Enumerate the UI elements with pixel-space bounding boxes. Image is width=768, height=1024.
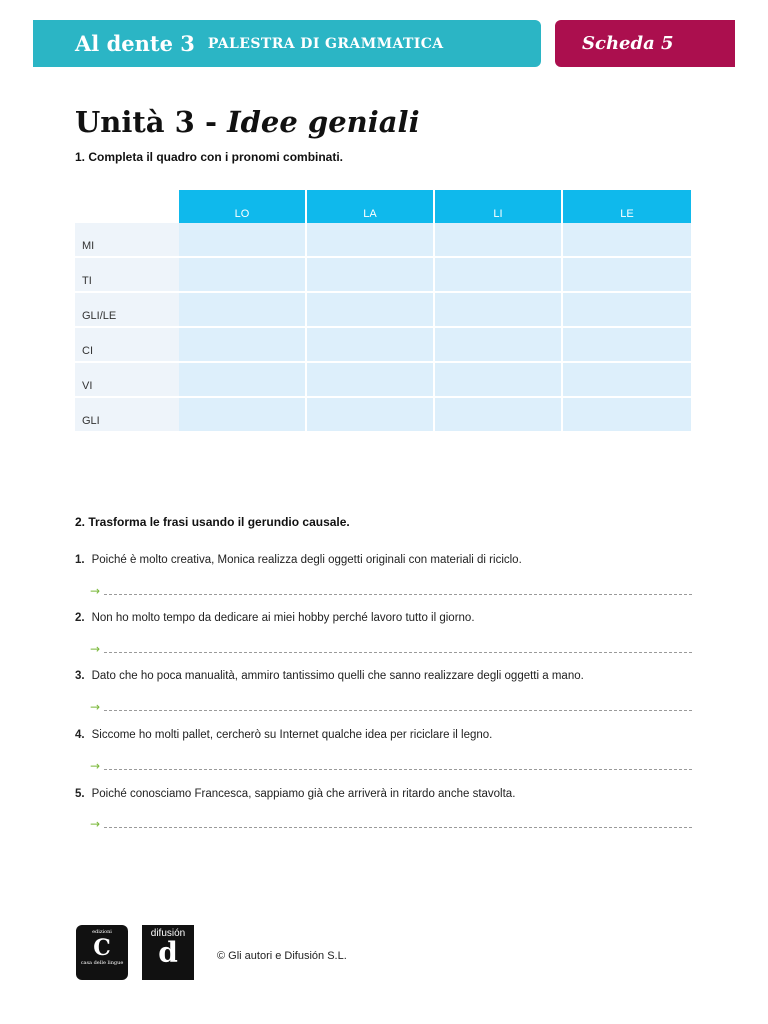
table-row bbox=[75, 223, 691, 258]
dotted-rule bbox=[104, 827, 692, 828]
answer-cell[interactable] bbox=[179, 223, 307, 258]
arrow-right-icon: → bbox=[90, 700, 101, 714]
table-row bbox=[75, 328, 691, 363]
answer-cell[interactable] bbox=[435, 363, 563, 398]
answer-cell[interactable] bbox=[307, 258, 435, 293]
page-title-plain: Unità 3 - bbox=[75, 105, 228, 139]
copyright-text: © Gli autori e Difusión S.L. bbox=[217, 950, 347, 962]
answer-cell[interactable] bbox=[179, 293, 307, 328]
pronoun-table bbox=[75, 190, 691, 433]
header-bar bbox=[33, 20, 541, 67]
answer-line[interactable] bbox=[90, 642, 692, 654]
item-text: Poiché è molto creativa, Monica realizza degli oggetti originali con materiali di riciclo. bbox=[91, 554, 522, 566]
answer-cell[interactable] bbox=[307, 363, 435, 398]
dotted-rule bbox=[104, 594, 692, 595]
answer-cell[interactable] bbox=[179, 328, 307, 363]
exercise-item bbox=[75, 729, 492, 741]
answer-cell[interactable] bbox=[307, 223, 435, 258]
column-header: LI bbox=[435, 190, 563, 223]
column-header: LE bbox=[563, 190, 691, 223]
arrow-right-icon: → bbox=[90, 759, 101, 773]
casa-delle-lingue-logo bbox=[76, 925, 128, 980]
table-row bbox=[75, 258, 691, 293]
row-label: GLI bbox=[75, 398, 179, 433]
answer-cell[interactable] bbox=[563, 328, 691, 363]
answer-line[interactable] bbox=[90, 759, 692, 771]
logo-casa-bottom: casa delle lingue bbox=[80, 960, 124, 966]
item-number: 3. bbox=[75, 670, 85, 682]
answer-cell[interactable] bbox=[307, 293, 435, 328]
logo-difusion-letter: d bbox=[158, 936, 178, 969]
brand-title: Al dente 3 bbox=[75, 31, 195, 56]
table-row bbox=[75, 293, 691, 328]
logo-difusion-word: difusión bbox=[150, 928, 186, 939]
logo-casa-top: edizioni bbox=[92, 929, 112, 935]
difusion-logo bbox=[142, 925, 194, 980]
answer-line[interactable] bbox=[90, 700, 692, 712]
arrow-right-icon: → bbox=[90, 584, 101, 598]
scheda-tab bbox=[555, 20, 735, 67]
answer-cell[interactable] bbox=[435, 223, 563, 258]
column-header: LO bbox=[179, 190, 307, 223]
scheda-label: Scheda 5 bbox=[582, 33, 674, 54]
answer-cell[interactable] bbox=[563, 258, 691, 293]
answer-cell[interactable] bbox=[563, 293, 691, 328]
answer-cell[interactable] bbox=[435, 258, 563, 293]
section-title: PALESTRA DI GRAMMATICA bbox=[207, 35, 444, 52]
arrow-right-icon: → bbox=[90, 817, 101, 831]
row-label: CI bbox=[75, 328, 179, 363]
dotted-rule bbox=[104, 769, 692, 770]
arrow-right-icon: → bbox=[90, 642, 101, 656]
answer-cell[interactable] bbox=[179, 258, 307, 293]
item-text: Non ho molto tempo da dedicare ai miei hobby perché lavoro tutto il giorno. bbox=[91, 612, 475, 624]
column-header: LA bbox=[307, 190, 435, 223]
exercise-item bbox=[75, 612, 475, 624]
exercise-item bbox=[75, 670, 584, 682]
exercise-1-heading: 1. Completa il quadro con i pronomi combinati. bbox=[75, 150, 344, 164]
page-title-italic: Idee geniali bbox=[227, 105, 420, 139]
item-text: Dato che ho poca manualità, ammiro tantissimo quelli che sanno realizzare degli oggetti a mano. bbox=[91, 670, 584, 682]
answer-cell[interactable] bbox=[563, 398, 691, 433]
answer-cell[interactable] bbox=[563, 363, 691, 398]
answer-line[interactable] bbox=[90, 817, 692, 829]
exercise-2-heading: 2. Trasforma le frasi usando il gerundio causale. bbox=[75, 515, 350, 529]
table-corner-cell bbox=[75, 190, 179, 223]
item-number: 1. bbox=[75, 554, 85, 566]
row-label: TI bbox=[75, 258, 179, 293]
table-row bbox=[75, 363, 691, 398]
answer-cell[interactable] bbox=[307, 398, 435, 433]
exercise-item bbox=[75, 788, 515, 800]
answer-cell[interactable] bbox=[435, 398, 563, 433]
answer-cell[interactable] bbox=[179, 398, 307, 433]
item-number: 4. bbox=[75, 729, 85, 741]
answer-cell[interactable] bbox=[307, 328, 435, 363]
row-label: VI bbox=[75, 363, 179, 398]
item-text: Siccome ho molti pallet, cercherò su Internet qualche idea per riciclare il legno. bbox=[91, 729, 493, 741]
logo-casa-letter: C bbox=[93, 935, 111, 961]
dotted-rule bbox=[104, 652, 692, 653]
answer-cell[interactable] bbox=[563, 223, 691, 258]
exercise-item bbox=[75, 554, 522, 566]
answer-line[interactable] bbox=[90, 584, 692, 596]
table-row bbox=[75, 398, 691, 433]
row-label: MI bbox=[75, 223, 179, 258]
item-text: Poiché conosciamo Francesca, sappiamo già che arriverà in ritardo anche stavolta. bbox=[91, 788, 516, 800]
answer-cell[interactable] bbox=[179, 363, 307, 398]
table-header-row bbox=[75, 190, 691, 223]
dotted-rule bbox=[104, 710, 692, 711]
page-title bbox=[75, 105, 420, 139]
answer-cell[interactable] bbox=[435, 328, 563, 363]
item-number: 2. bbox=[75, 612, 85, 624]
row-label: GLI/LE bbox=[75, 293, 179, 328]
answer-cell[interactable] bbox=[435, 293, 563, 328]
item-number: 5. bbox=[75, 788, 85, 800]
